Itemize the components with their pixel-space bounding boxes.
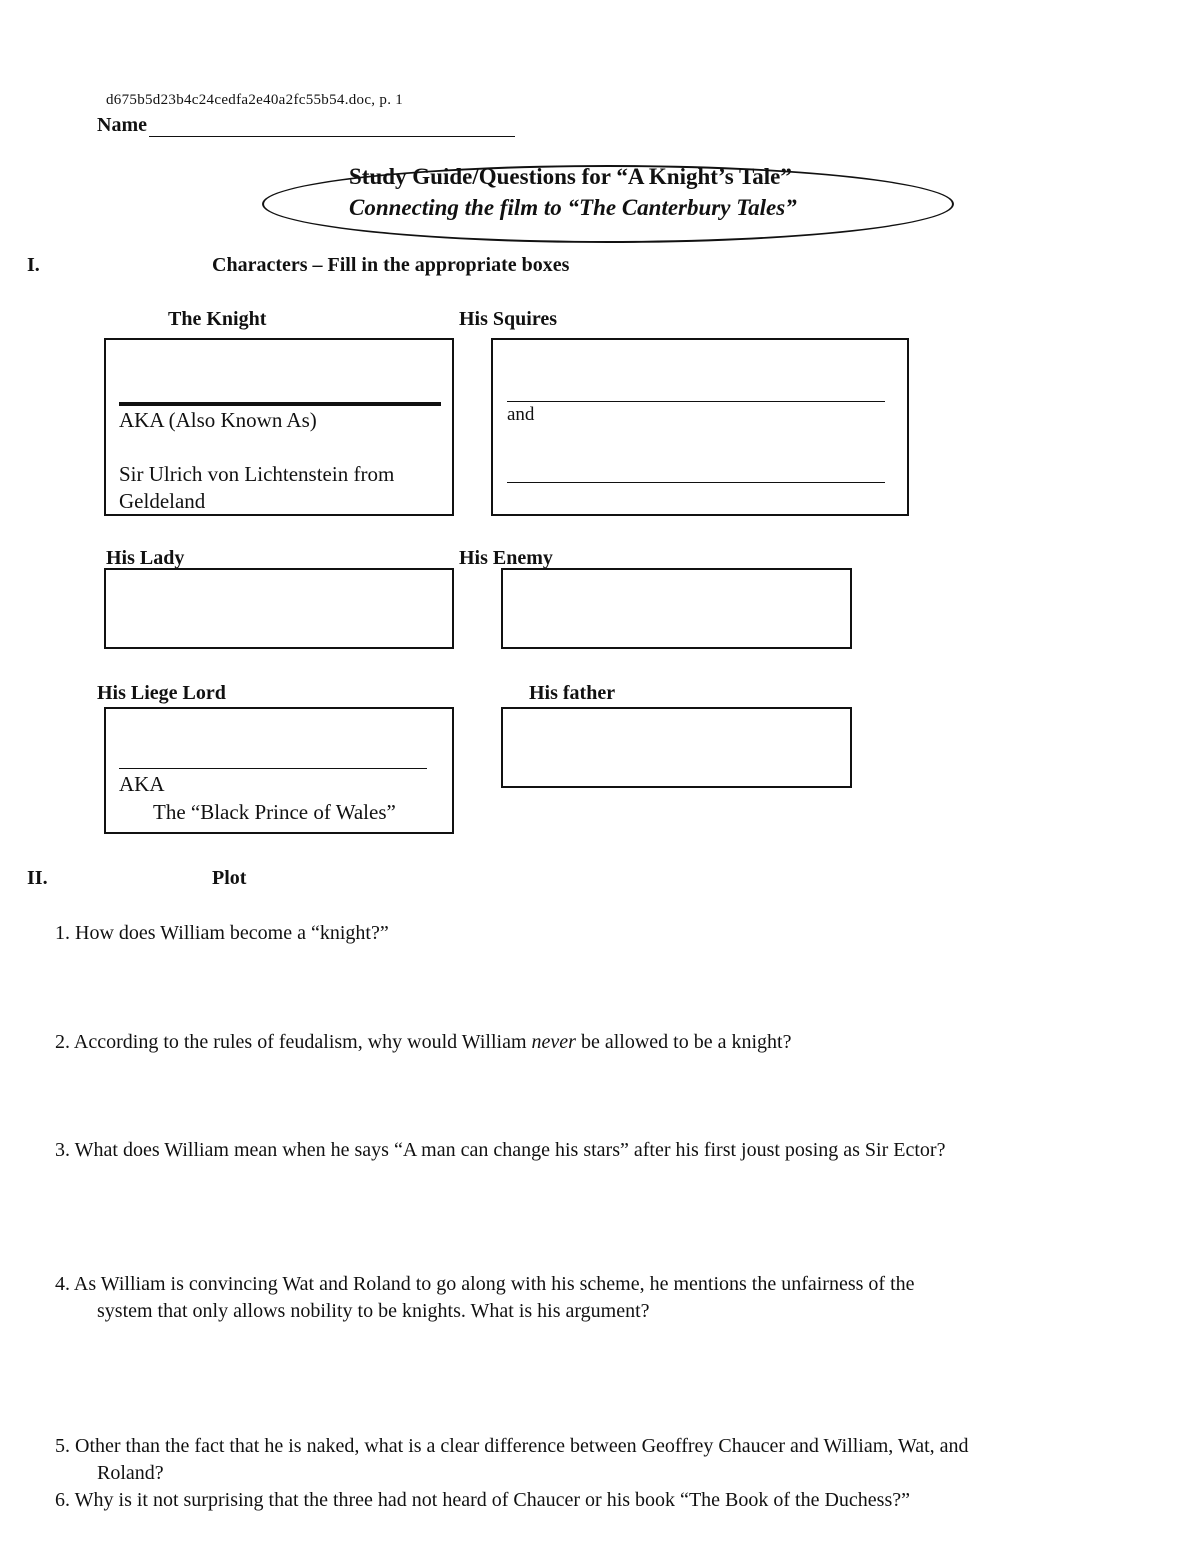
squires-and: and <box>507 404 535 425</box>
section-1-number: I. <box>27 254 40 276</box>
squire-2-answer-line[interactable] <box>507 482 885 483</box>
question-4: 4. As William is convincing Wat and Roland to go along with his scheme, he mentions the unfairness of the system that only allows nobility to be knights. What is his argument? <box>55 1273 915 1322</box>
section-2-title: Plot <box>212 867 247 889</box>
squires-label: His Squires <box>459 308 557 330</box>
name-blank-line[interactable] <box>149 116 515 137</box>
section-2-number: II. <box>27 867 48 889</box>
name-label: Name <box>97 114 147 136</box>
name-field[interactable] <box>97 114 515 137</box>
question-5: 5. Other than the fact that he is naked, what is a clear difference between Geoffrey Chaucer and William, Wat, and Roland? <box>55 1435 969 1484</box>
question-1: 1. How does William become a “knight?” <box>55 922 389 944</box>
knight-box[interactable] <box>104 338 454 516</box>
knight-answer-line[interactable] <box>119 402 441 406</box>
squires-box[interactable] <box>491 338 909 516</box>
lady-label: His Lady <box>106 547 185 569</box>
father-box[interactable] <box>501 707 852 788</box>
squire-1-answer-line[interactable] <box>507 401 885 402</box>
liege-lord-answer-line[interactable] <box>119 768 427 769</box>
enemy-box[interactable] <box>501 568 852 649</box>
father-label: His father <box>529 682 616 704</box>
liege-lord-aka: AKA <box>119 772 165 796</box>
knight-aka: AKA (Also Known As) <box>119 408 317 432</box>
page-subtitle: Connecting the film to “The Canterbury Tales” <box>349 195 797 220</box>
document-reference: d675b5d23b4c24cedfa2e40a2fc55b54.doc, p. 1 <box>106 92 404 108</box>
liege-lord-alias: The “Black Prince of Wales” <box>153 800 396 824</box>
enemy-label: His Enemy <box>459 547 553 569</box>
liege-lord-label: His Liege Lord <box>97 682 226 704</box>
page-title: Study Guide/Questions for “A Knight’s Tale” <box>349 164 792 189</box>
question-2: 2. According to the rules of feudalism, why would William never be allowed to be a knight? <box>55 1031 792 1053</box>
knight-alias-line-2: Geldeland <box>119 489 206 513</box>
question-3: 3. What does William mean when he says “A man can change his stars” after his first joust posing as Sir Ector? <box>55 1139 946 1161</box>
lady-box[interactable] <box>104 568 454 649</box>
liege-lord-box[interactable] <box>104 707 454 834</box>
knight-label: The Knight <box>168 308 267 330</box>
question-6: 6. Why is it not surprising that the three had not heard of Chaucer or his book “The Book of the Duchess?” <box>55 1489 910 1511</box>
section-1-title: Characters – Fill in the appropriate boxes <box>212 254 570 276</box>
knight-alias-line-1: Sir Ulrich von Lichtenstein from <box>119 462 395 486</box>
